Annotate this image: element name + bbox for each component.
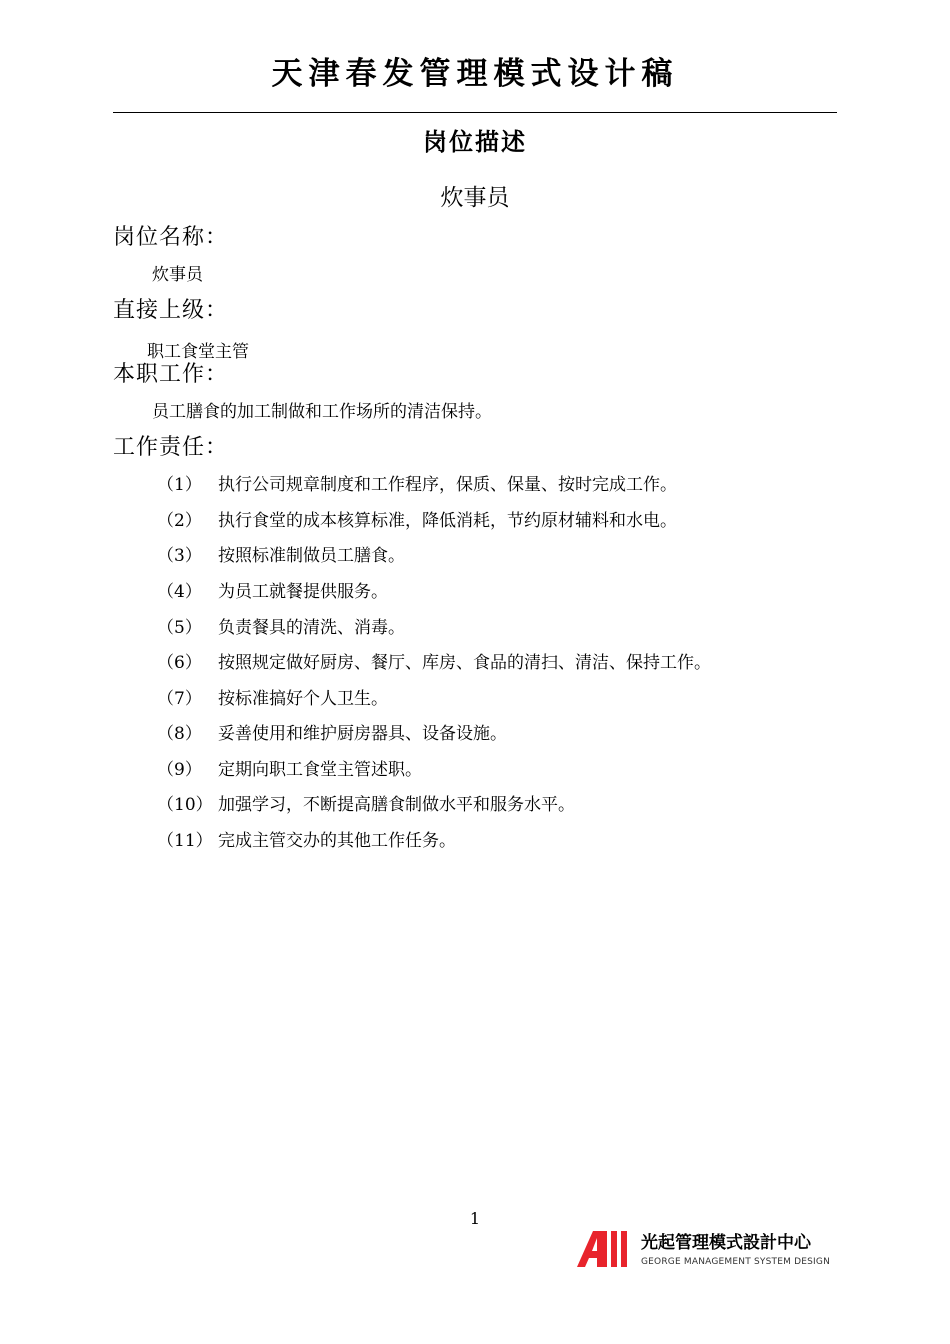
company-logo	[575, 1230, 840, 1270]
list-item-number: （7）	[157, 689, 202, 709]
list-item-text: 完成主管交办的其他工作任务。	[218, 831, 456, 851]
list-item-number: （11）	[157, 831, 213, 851]
position-name-label: 岗位名称：	[113, 225, 229, 250]
main-job-label: 本职工作：	[113, 362, 229, 387]
logo-subtitle: GEORGE MANAGEMENT SYSTEM DESIGN	[641, 1257, 830, 1267]
responsibilities-label: 工作责任：	[113, 435, 229, 460]
list-item-number: （8）	[157, 724, 202, 744]
list-item-text: 负责餐具的清洗、消毒。	[218, 618, 405, 638]
list-item-number: （9）	[157, 760, 202, 780]
logo-a-mark-icon	[575, 1230, 633, 1268]
section-title: 岗位描述	[423, 128, 527, 156]
list-item-text: 按照规定做好厨房、餐厅、库房、食品的清扫、清洁、保持工作。	[218, 653, 711, 673]
list-item-number: （2）	[157, 511, 202, 531]
list-item-text: 为员工就餐提供服务。	[218, 582, 388, 602]
list-item-text: 定期向职工食堂主管述职。	[218, 760, 422, 780]
position-heading: 炊事员	[440, 185, 510, 211]
list-item-text: 执行公司规章制度和工作程序，保质、保量、按时完成工作。	[218, 475, 677, 495]
list-item-number: （6）	[157, 653, 202, 673]
list-item-number: （10）	[157, 795, 213, 815]
logo-name: 光起管理模式設計中心	[641, 1233, 811, 1253]
list-item-text: 执行食堂的成本核算标准，降低消耗，节约原材辅料和水电。	[218, 511, 677, 531]
list-item-text: 妥善使用和维护厨房器具、设备设施。	[218, 724, 507, 744]
position-name-value: 炊事员	[152, 265, 203, 285]
list-item-text: 加强学习，不断提高膳食制做水平和服务水平。	[218, 795, 575, 815]
list-item-number: （4）	[157, 582, 202, 602]
list-item-number: （5）	[157, 618, 202, 638]
list-item-text: 按标准搞好个人卫生。	[218, 689, 388, 709]
list-item-number: （1）	[157, 475, 202, 495]
page-number: 1	[469, 1209, 481, 1228]
document-title: 天津春发管理模式设计稿	[271, 56, 679, 92]
supervisor-label: 直接上级：	[113, 298, 229, 323]
list-item-text: 按照标准制做员工膳食。	[218, 546, 405, 566]
title-divider	[113, 112, 837, 113]
supervisor-value: 职工食堂主管	[147, 342, 249, 362]
main-job-value: 员工膳食的加工制做和工作场所的清洁保持。	[152, 402, 492, 422]
list-item-number: （3）	[157, 546, 202, 566]
